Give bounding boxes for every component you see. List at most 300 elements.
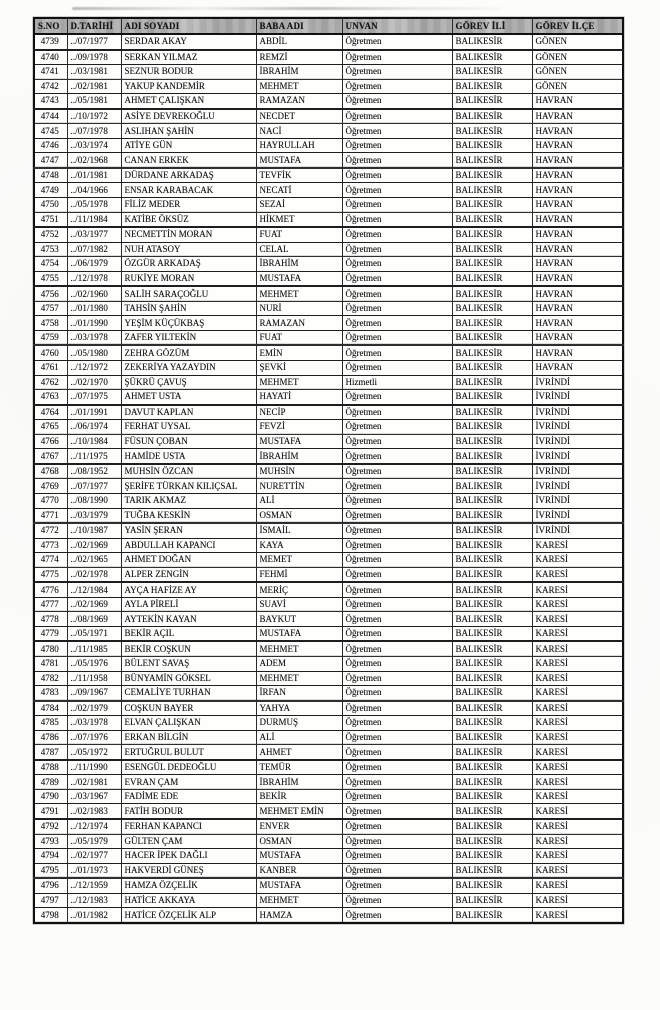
table-row <box>34 316 623 331</box>
column-header-province: GÖREV İLİ <box>452 18 532 34</box>
table-cell-date: ../07/1976 <box>67 730 121 745</box>
table-cell-sno: 4765 <box>34 420 67 435</box>
table-cell-date: ../04/1966 <box>67 183 121 198</box>
table-cell-title: Öğretmen <box>342 316 452 331</box>
table-cell-title: Öğretmen <box>342 271 452 286</box>
table-cell-district: İVRİNDİ <box>532 390 623 405</box>
table-cell-date: ../10/1984 <box>67 434 121 449</box>
table-cell-province: BALIKESİR <box>452 523 532 538</box>
table-cell-district: HAVRAN <box>532 138 623 153</box>
table-cell-sno: 4750 <box>34 198 67 213</box>
table-cell-name: AHMET ÇALIŞKAN <box>121 94 256 109</box>
table-cell-father: DURMUŞ <box>256 716 342 731</box>
table-cell-province: BALIKESİR <box>452 716 532 731</box>
table-cell-father: MUSTAFA <box>256 271 342 286</box>
table-cell-title: Öğretmen <box>342 345 452 360</box>
table-cell-title: Öğretmen <box>342 198 452 213</box>
table-cell-name: ÖZGÜR ARKADAŞ <box>121 257 256 272</box>
table-cell-date: ../02/1969 <box>67 538 121 553</box>
table-cell-title: Öğretmen <box>342 183 452 198</box>
table-cell-father: ŞEVKİ <box>256 361 342 376</box>
table-cell-title: Hizmetli <box>342 375 452 390</box>
table-cell-province: BALIKESİR <box>452 34 532 50</box>
table-cell-name: NUH ATASOY <box>121 242 256 257</box>
table-cell-name: SERDAR AKAY <box>121 34 256 50</box>
table-cell-name: GÜLTEN ÇAM <box>121 834 256 849</box>
table-cell-date: ../02/1981 <box>67 775 121 790</box>
table-row <box>34 493 623 508</box>
table-cell-name: ASİYE DEVREKOĞLU <box>121 109 256 124</box>
table-cell-name: HACER İPEK DAĞLI <box>121 849 256 864</box>
table-row <box>34 597 623 612</box>
table-cell-district: GÖNEN <box>532 50 623 65</box>
table-cell-sno: 4741 <box>34 65 67 80</box>
table-cell-father: NURİ <box>256 301 342 316</box>
table-cell-date: ../05/1980 <box>67 345 121 360</box>
table-cell-province: BALIKESİR <box>452 50 532 65</box>
table-cell-district: KARESİ <box>532 567 623 582</box>
table-cell-sno: 4792 <box>34 819 67 834</box>
table-row <box>34 34 623 50</box>
table-cell-district: GÖNEN <box>532 79 623 94</box>
table-cell-district: İVRİNDİ <box>532 375 623 390</box>
table-cell-district: İVRİNDİ <box>532 434 623 449</box>
table-cell-date: ../05/1976 <box>67 656 121 671</box>
table-cell-district: HAVRAN <box>532 257 623 272</box>
table-cell-name: SERKAN YILMAZ <box>121 50 256 65</box>
table-cell-father: MEHMET <box>256 893 342 908</box>
table-row <box>34 50 623 65</box>
table-cell-sno: 4786 <box>34 730 67 745</box>
table-cell-title: Öğretmen <box>342 79 452 94</box>
table-cell-province: BALIKESİR <box>452 671 532 686</box>
table-cell-province: BALIKESİR <box>452 153 532 168</box>
table-cell-father: MUHSİN <box>256 464 342 479</box>
table-cell-father: OSMAN <box>256 834 342 849</box>
table-cell-district: KARESİ <box>532 686 623 701</box>
table-row <box>34 701 623 716</box>
table-cell-father: İBRAHİM <box>256 449 342 464</box>
table-row <box>34 79 623 94</box>
table-cell-district: HAVRAN <box>532 153 623 168</box>
table-row <box>34 65 623 80</box>
table-cell-province: BALIKESİR <box>452 686 532 701</box>
table-cell-province: BALIKESİR <box>452 508 532 523</box>
table-cell-name: CEMALİYE TURHAN <box>121 686 256 701</box>
table-cell-district: İVRİNDİ <box>532 420 623 435</box>
table-cell-province: BALIKESİR <box>452 582 532 597</box>
table-cell-district: KARESİ <box>532 553 623 568</box>
table-cell-title: Öğretmen <box>342 361 452 376</box>
table-cell-title: Öğretmen <box>342 582 452 597</box>
table-cell-title: Öğretmen <box>342 434 452 449</box>
table-cell-name: ENSAR KARABACAK <box>121 183 256 198</box>
table-cell-date: ../02/1968 <box>67 153 121 168</box>
table-row <box>34 271 623 286</box>
table-row <box>34 716 623 731</box>
table-cell-sno: 4743 <box>34 94 67 109</box>
table-cell-district: KARESİ <box>532 612 623 627</box>
table-cell-sno: 4776 <box>34 582 67 597</box>
table-cell-name: AHMET DOĞAN <box>121 553 256 568</box>
table-cell-date: ../03/1981 <box>67 65 121 80</box>
table-cell-name: FERHAT UYSAL <box>121 420 256 435</box>
table-cell-sno: 4740 <box>34 50 67 65</box>
table-cell-district: KARESİ <box>532 789 623 804</box>
column-header-father: BABA ADI <box>256 18 342 34</box>
table-cell-father: MEHMET EMİN <box>256 804 342 819</box>
table-row <box>34 656 623 671</box>
table-cell-province: BALIKESİR <box>452 94 532 109</box>
table-cell-sno: 4761 <box>34 361 67 376</box>
table-cell-name: YEŞİM KÜÇÜKBAŞ <box>121 316 256 331</box>
table-cell-title: Öğretmen <box>342 330 452 345</box>
table-cell-district: HAVRAN <box>532 242 623 257</box>
table-body <box>34 34 623 923</box>
table-cell-title: Öğretmen <box>342 878 452 893</box>
table-cell-father: İRFAN <box>256 686 342 701</box>
table-cell-district: HAVRAN <box>532 301 623 316</box>
column-header-date: D.TARİHİ <box>67 18 121 34</box>
table-cell-province: BALIKESİR <box>452 745 532 760</box>
table-cell-name: TARIK AKMAZ <box>121 493 256 508</box>
table-cell-sno: 4783 <box>34 686 67 701</box>
table-cell-sno: 4739 <box>34 34 67 50</box>
table-cell-province: BALIKESİR <box>452 819 532 834</box>
table-cell-date: ../12/1984 <box>67 582 121 597</box>
table-cell-sno: 4751 <box>34 212 67 227</box>
table-cell-father: YAHYA <box>256 701 342 716</box>
table-cell-district: KARESİ <box>532 626 623 641</box>
table-cell-province: BALIKESİR <box>452 138 532 153</box>
table-cell-title: Öğretmen <box>342 760 452 775</box>
table-cell-father: FEHMİ <box>256 567 342 582</box>
table-cell-father: EMİN <box>256 345 342 360</box>
table-cell-title: Öğretmen <box>342 493 452 508</box>
table-cell-province: BALIKESİR <box>452 124 532 139</box>
table-row <box>34 464 623 479</box>
table-row <box>34 760 623 775</box>
table-row <box>34 878 623 893</box>
table-cell-title: Öğretmen <box>342 893 452 908</box>
table-cell-district: KARESİ <box>532 716 623 731</box>
table-cell-district: HAVRAN <box>532 330 623 345</box>
table-row <box>34 730 623 745</box>
table-cell-sno: 4764 <box>34 405 67 420</box>
table-row <box>34 212 623 227</box>
table-cell-father: MUSTAFA <box>256 434 342 449</box>
table-cell-title: Öğretmen <box>342 908 452 923</box>
table-cell-province: BALIKESİR <box>452 760 532 775</box>
table-cell-name: FÜSUN ÇOBAN <box>121 434 256 449</box>
table-cell-title: Öğretmen <box>342 138 452 153</box>
table-cell-district: İVRİNDİ <box>532 405 623 420</box>
table-cell-sno: 4748 <box>34 168 67 183</box>
table-cell-name: FATİH BODUR <box>121 804 256 819</box>
table-cell-date: ../03/1977 <box>67 227 121 242</box>
table-cell-province: BALIKESİR <box>452 804 532 819</box>
table-row <box>34 390 623 405</box>
table-cell-date: ../02/1983 <box>67 804 121 819</box>
table-cell-father: ABDİL <box>256 34 342 50</box>
table-cell-province: BALIKESİR <box>452 730 532 745</box>
table-cell-sno: 4763 <box>34 390 67 405</box>
table-cell-name: EVRAN ÇAM <box>121 775 256 790</box>
table-cell-father: MEHMET <box>256 79 342 94</box>
table-cell-district: KARESİ <box>532 641 623 656</box>
table-cell-district: İVRİNDİ <box>532 493 623 508</box>
table-cell-sno: 4747 <box>34 153 67 168</box>
table-cell-date: ../10/1972 <box>67 109 121 124</box>
table-cell-sno: 4790 <box>34 789 67 804</box>
table-cell-district: İVRİNDİ <box>532 464 623 479</box>
table-cell-title: Öğretmen <box>342 671 452 686</box>
personnel-table <box>33 17 624 924</box>
table-cell-date: ../08/1952 <box>67 464 121 479</box>
table-cell-father: OSMAN <box>256 508 342 523</box>
table-cell-sno: 4773 <box>34 538 67 553</box>
column-header-title: UNVAN <box>342 18 452 34</box>
table-cell-district: HAVRAN <box>532 286 623 301</box>
table-cell-name: ERKAN BİLGİN <box>121 730 256 745</box>
table-cell-province: BALIKESİR <box>452 538 532 553</box>
table-cell-date: ../08/1990 <box>67 493 121 508</box>
table-cell-date: ../05/1979 <box>67 834 121 849</box>
table-cell-province: BALIKESİR <box>452 316 532 331</box>
table-cell-date: ../05/1971 <box>67 626 121 641</box>
table-cell-name: NECMETTİN MORAN <box>121 227 256 242</box>
table-cell-province: BALIKESİR <box>452 863 532 878</box>
table-cell-name: ASLIHAN ŞAHİN <box>121 124 256 139</box>
table-cell-sno: 4784 <box>34 701 67 716</box>
table-cell-date: ../01/1991 <box>67 405 121 420</box>
table-cell-date: ../03/1978 <box>67 330 121 345</box>
table-cell-title: Öğretmen <box>342 168 452 183</box>
table-row <box>34 198 623 213</box>
table-cell-title: Öğretmen <box>342 390 452 405</box>
table-cell-sno: 4794 <box>34 849 67 864</box>
table-cell-title: Öğretmen <box>342 34 452 50</box>
table-cell-name: FADİME EDE <box>121 789 256 804</box>
table-cell-sno: 4756 <box>34 286 67 301</box>
table-cell-province: BALIKESİR <box>452 479 532 494</box>
table-cell-sno: 4758 <box>34 316 67 331</box>
table-cell-date: ../11/1984 <box>67 212 121 227</box>
table-cell-title: Öğretmen <box>342 567 452 582</box>
table-cell-date: ../05/1981 <box>67 94 121 109</box>
table-cell-father: CELAL <box>256 242 342 257</box>
table-cell-father: KANBER <box>256 863 342 878</box>
table-cell-district: KARESİ <box>532 730 623 745</box>
table-cell-district: KARESİ <box>532 701 623 716</box>
table-cell-sno: 4767 <box>34 449 67 464</box>
table-row <box>34 775 623 790</box>
table-cell-sno: 4780 <box>34 641 67 656</box>
table-cell-sno: 4798 <box>34 908 67 923</box>
table-cell-date: ../07/1978 <box>67 124 121 139</box>
table-cell-district: KARESİ <box>532 878 623 893</box>
table-row <box>34 849 623 864</box>
table-cell-province: BALIKESİR <box>452 183 532 198</box>
table-cell-date: ../12/1978 <box>67 271 121 286</box>
table-cell-date: ../01/1973 <box>67 863 121 878</box>
table-cell-name: HAMZA ÖZÇELİK <box>121 878 256 893</box>
table-cell-province: BALIKESİR <box>452 375 532 390</box>
table-cell-title: Öğretmen <box>342 597 452 612</box>
table-cell-date: ../02/1981 <box>67 79 121 94</box>
table-row <box>34 612 623 627</box>
table-cell-name: CANAN ERKEK <box>121 153 256 168</box>
table-cell-father: ENVER <box>256 819 342 834</box>
table-cell-province: BALIKESİR <box>452 849 532 864</box>
table-cell-province: BALIKESİR <box>452 286 532 301</box>
table-cell-name: BEKİR AÇIL <box>121 626 256 641</box>
table-row <box>34 641 623 656</box>
table-cell-name: MUHSİN ÖZCAN <box>121 464 256 479</box>
table-cell-title: Öğretmen <box>342 50 452 65</box>
table-cell-district: İVRİNDİ <box>532 449 623 464</box>
table-cell-father: MEHMET <box>256 671 342 686</box>
table-cell-province: BALIKESİR <box>452 656 532 671</box>
table-row <box>34 479 623 494</box>
table-cell-title: Öğretmen <box>342 863 452 878</box>
table-cell-sno: 4778 <box>34 612 67 627</box>
table-cell-sno: 4760 <box>34 345 67 360</box>
table-cell-father: HAYATİ <box>256 390 342 405</box>
table-cell-district: GÖNEN <box>532 65 623 80</box>
table-cell-date: ../09/1978 <box>67 50 121 65</box>
table-cell-title: Öğretmen <box>342 301 452 316</box>
table-cell-date: ../03/1979 <box>67 508 121 523</box>
table-cell-district: HAVRAN <box>532 198 623 213</box>
scan-artifact-line <box>72 7 502 10</box>
table-cell-district: KARESİ <box>532 819 623 834</box>
table-cell-province: BALIKESİR <box>452 271 532 286</box>
table-cell-date: ../12/1959 <box>67 878 121 893</box>
table-cell-province: BALIKESİR <box>452 612 532 627</box>
table-cell-province: BALIKESİR <box>452 449 532 464</box>
table-cell-title: Öğretmen <box>342 641 452 656</box>
table-cell-sno: 4762 <box>34 375 67 390</box>
table-cell-title: Öğretmen <box>342 730 452 745</box>
table-cell-father: İBRAHİM <box>256 775 342 790</box>
table-cell-title: Öğretmen <box>342 686 452 701</box>
table-cell-name: AYLA PİRELİ <box>121 597 256 612</box>
table-row <box>34 109 623 124</box>
table-cell-province: BALIKESİR <box>452 390 532 405</box>
table-cell-father: MUSTAFA <box>256 849 342 864</box>
table-cell-name: HATİCE ÖZÇELİK ALP <box>121 908 256 923</box>
table-cell-date: ../03/1967 <box>67 789 121 804</box>
table-cell-sno: 4777 <box>34 597 67 612</box>
table-cell-title: Öğretmen <box>342 124 452 139</box>
table-cell-sno: 4745 <box>34 124 67 139</box>
table-cell-date: ../12/1983 <box>67 893 121 908</box>
table-cell-name: ŞERİFE TÜRKAN KILIÇSAL <box>121 479 256 494</box>
table-cell-father: FUAT <box>256 227 342 242</box>
table-cell-title: Öğretmen <box>342 449 452 464</box>
table-cell-name: SEZNUR BODUR <box>121 65 256 80</box>
table-cell-province: BALIKESİR <box>452 212 532 227</box>
table-row <box>34 242 623 257</box>
table-row <box>34 138 623 153</box>
table-cell-sno: 4754 <box>34 257 67 272</box>
table-cell-name: HATİCE AKKAYA <box>121 893 256 908</box>
table-cell-title: Öğretmen <box>342 420 452 435</box>
table-cell-sno: 4772 <box>34 523 67 538</box>
table-cell-father: TEMÜR <box>256 760 342 775</box>
table-cell-date: ../11/1985 <box>67 641 121 656</box>
table-cell-father: HAMZA <box>256 908 342 923</box>
table-cell-sno: 4774 <box>34 553 67 568</box>
table-cell-title: Öğretmen <box>342 626 452 641</box>
table-cell-date: ../03/1978 <box>67 716 121 731</box>
table-cell-name: DÜRDANE ARKADAŞ <box>121 168 256 183</box>
header-row <box>34 18 623 34</box>
table-cell-father: AHMET <box>256 745 342 760</box>
table-cell-name: SALİH SARAÇOĞLU <box>121 286 256 301</box>
table-cell-sno: 4797 <box>34 893 67 908</box>
table-cell-name: BEKİR COŞKUN <box>121 641 256 656</box>
table-cell-title: Öğretmen <box>342 775 452 790</box>
table-cell-date: ../09/1967 <box>67 686 121 701</box>
table-cell-title: Öğretmen <box>342 701 452 716</box>
table-cell-father: FUAT <box>256 330 342 345</box>
table-cell-name: YASİN ŞERAN <box>121 523 256 538</box>
table-cell-name: TAHSİN ŞAHİN <box>121 301 256 316</box>
table-cell-sno: 4785 <box>34 716 67 731</box>
table-cell-title: Öğretmen <box>342 212 452 227</box>
table-cell-name: AHMET USTA <box>121 390 256 405</box>
table-cell-sno: 4771 <box>34 508 67 523</box>
table-row <box>34 227 623 242</box>
table-row <box>34 686 623 701</box>
table-cell-father: MUSTAFA <box>256 878 342 893</box>
table-cell-title: Öğretmen <box>342 804 452 819</box>
table-cell-sno: 4796 <box>34 878 67 893</box>
table-row <box>34 183 623 198</box>
table-cell-date: ../01/1982 <box>67 908 121 923</box>
table-cell-district: İVRİNDİ <box>532 508 623 523</box>
table-cell-province: BALIKESİR <box>452 242 532 257</box>
table-row <box>34 286 623 301</box>
table-cell-sno: 4769 <box>34 479 67 494</box>
table-cell-province: BALIKESİR <box>452 198 532 213</box>
table-row <box>34 745 623 760</box>
table-cell-name: FİLİZ MEDER <box>121 198 256 213</box>
table-cell-date: ../08/1969 <box>67 612 121 627</box>
table-cell-sno: 4781 <box>34 656 67 671</box>
table-cell-date: ../05/1972 <box>67 745 121 760</box>
table-cell-title: Öğretmen <box>342 153 452 168</box>
table-cell-father: REMZİ <box>256 50 342 65</box>
table-header <box>34 18 623 34</box>
table-row <box>34 626 623 641</box>
table-row <box>34 361 623 376</box>
table-cell-father: FEVZİ <box>256 420 342 435</box>
table-cell-title: Öğretmen <box>342 716 452 731</box>
table-cell-province: BALIKESİR <box>452 908 532 923</box>
table-cell-province: BALIKESİR <box>452 361 532 376</box>
table-cell-province: BALIKESİR <box>452 834 532 849</box>
table-cell-father: MUSTAFA <box>256 153 342 168</box>
table-cell-father: MEHMET <box>256 286 342 301</box>
table-cell-name: ZAFER YILTEKİN <box>121 330 256 345</box>
table-cell-date: ../05/1978 <box>67 198 121 213</box>
table-cell-title: Öğretmen <box>342 508 452 523</box>
table-cell-name: TUĞBA KESKİN <box>121 508 256 523</box>
table-cell-date: ../11/1990 <box>67 760 121 775</box>
